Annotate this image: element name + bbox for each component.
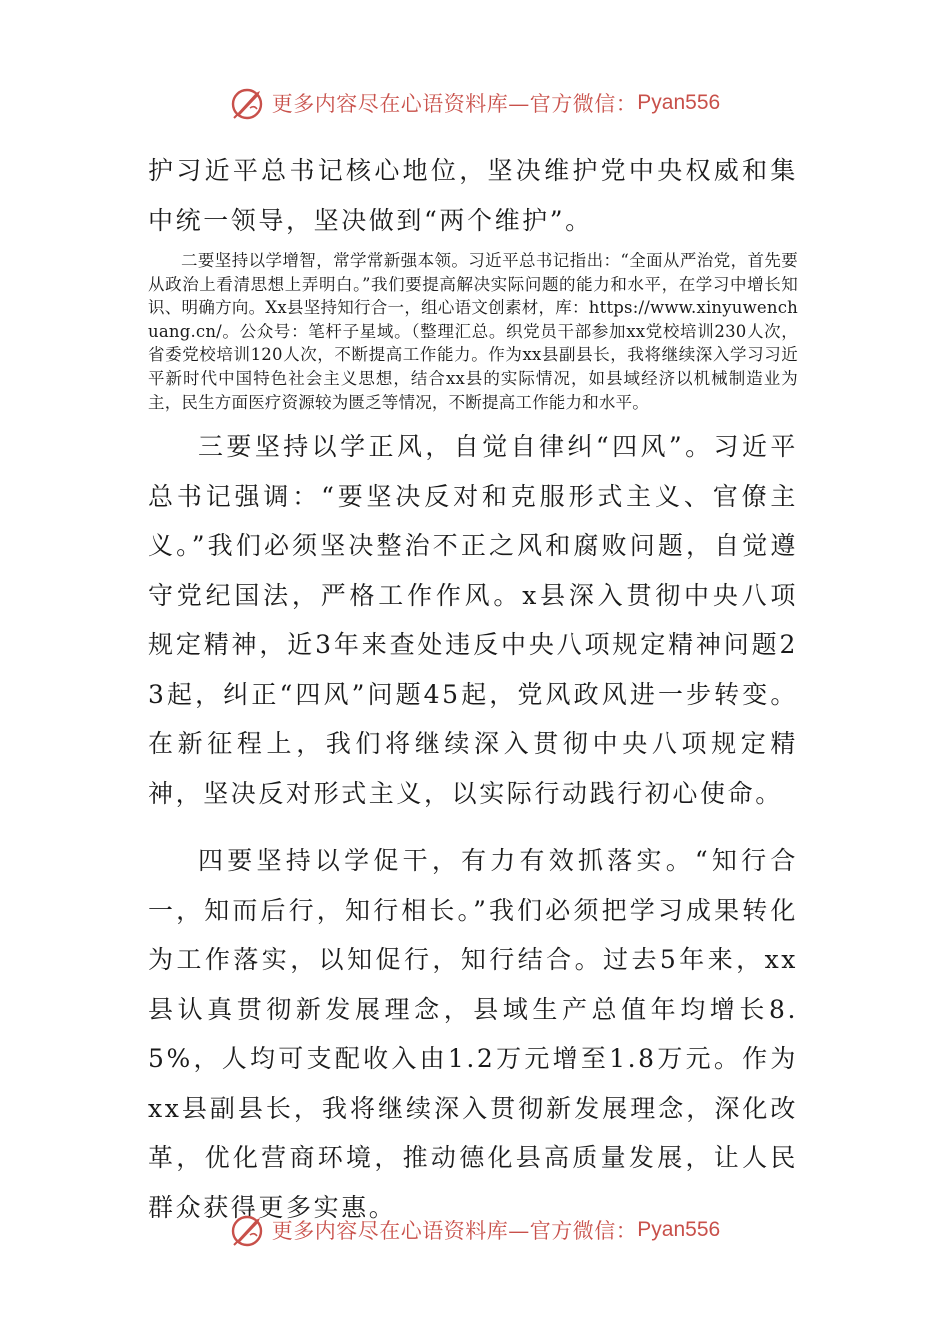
paragraph-continuation: 护习近平总书记核心地位，坚决维护党中央权威和集中统一领导，坚决做到“两个维护”。 — [148, 156, 798, 235]
header-banner — [0, 80, 950, 126]
footer-wechat-id: Pyan556 — [637, 1218, 721, 1241]
footer-banner — [0, 1207, 950, 1253]
paragraph-study-conduct: 三要坚持以学正风，自觉自律纠“四风”。习近平总书记强调：“要坚决反对和克服形式主义、官僚主义。”我们必须坚决整治不正之风和腐败问题，自觉遵守党纪国法，严格工作作风。x县深入贯彻中央八项规定精神，近3年来查处违反中央八项规定精神问题23起，纠正“四风”问题45起，党风政风进一步转变。在新征程上，我们将继续深入贯彻中央八项规定精神，坚决反对形式主义，以实际行动践行初心使命。 — [148, 432, 798, 808]
header-wechat-id: Pyan556 — [637, 91, 721, 114]
paragraph-study-wisdom: 二要坚持以学增智，常学常新强本领。习近平总书记指出：“全面从严治党，首先要从政治上看清思想上弄明白。”我们要提高解决实际问题的能力和水平，在学习中增长知识、明确方向。Xx县坚持知行合一，组心语文创素材，库：https://www.xinyuwenchuang.cn/。公众号：笔杆子星域。（整理汇总。织党员干部参加xx党校培训230人次，省委党校培训120人次，不断提高工作能力。作为xx县副县长，我将继续深入学习习近平新时代中国特色社会主义思想，结合xx县的实际情况，如县域经济以机械制造业为主，民生方面医疗资源较为匮乏等情况，不断提高工作能力和水平。 — [148, 251, 798, 412]
pen-logo-icon — [230, 85, 266, 121]
pen-logo-icon — [230, 1212, 266, 1248]
paragraph-study-action: 四要坚持以学促干，有力有效抓落实。“知行合一，知而后行，知行相长。”我们必须把学习成果转化为工作落实，以知促行，知行结合。过去5年来，xx县认真贯彻新发展理念，县域生产总值年均增长8.5%，人均可支配收入由1.2万元增至1.8万元。作为xx县副县长，我将继续深入贯彻新发展理念，深化改革，优化营商环境，推动德化县高质量发展，让人民群众获得更多实惠。 — [148, 846, 798, 1222]
document-body — [148, 146, 798, 1232]
footer-banner-text: 更多内容尽在心语资料库—官方微信： — [271, 1219, 638, 1243]
header-banner-text: 更多内容尽在心语资料库—官方微信： — [271, 92, 638, 116]
